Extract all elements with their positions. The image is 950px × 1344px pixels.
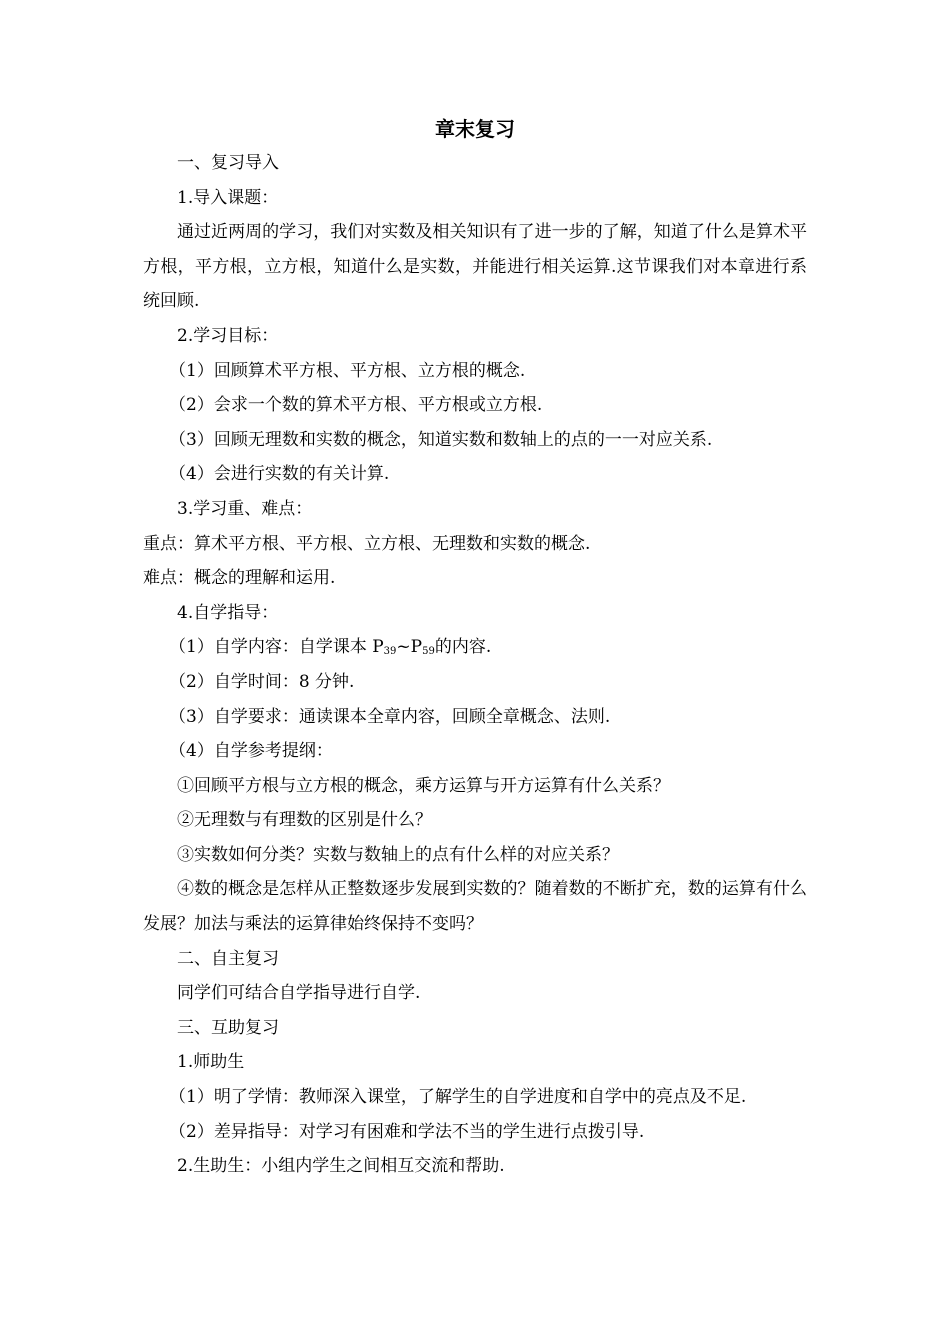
self-review-paragraph: 同学们可结合自学指导进行自学.	[177, 983, 421, 1004]
self-study-content-mid: ~P	[396, 637, 423, 658]
document-title: 章末复习	[435, 117, 515, 141]
outline-item: ②无理数与有理数的区别是什么？	[177, 810, 432, 831]
section-heading-review-intro: 一、复习导入	[177, 153, 279, 173]
self-study-item: （2）自学时间：8 分钟.	[169, 671, 355, 692]
self-study-content-prefix: （1）自学内容：自学课本 P	[169, 637, 384, 658]
document-body	[143, 112, 807, 1184]
key-point-line: 重点：算术平方根、平方根、立方根、无理数和实数的概念.	[143, 533, 591, 554]
goal-item: （2）会求一个数的算术平方根、平方根或立方根.	[169, 395, 543, 416]
intro-paragraph: 通过近两周的学习，我们对实数及相关知识有了进一步的了解，知道了什么是算术平方根，平方根，立方根，知道什么是实数，并能进行相关运算.这节课我们对本章进行系统回顾.	[143, 222, 807, 312]
difficult-point-line: 难点：概念的理解和运用.	[143, 568, 336, 589]
subheading-topic: 1.导入课题：	[177, 187, 279, 208]
goal-item: （1）回顾算术平方根、平方根、立方根的概念.	[169, 360, 526, 381]
teacher-helps-item: （2）差异指导：对学习有困难和学法不当的学生进行点拨引导.	[169, 1121, 645, 1142]
outline-item: ④数的概念是怎样从正整数逐步发展到实数的？随着数的不断扩充，数的运算有什么发展？加法与乘法的运算律始终保持不变吗？	[143, 879, 807, 935]
subheading-student-helps: 2.生助生：小组内学生之间相互交流和帮助.	[177, 1156, 505, 1177]
self-study-item: （3）自学要求：通读课本全章内容，回顾全章概念、法则.	[169, 706, 611, 727]
goal-item: （4）会进行实数的有关计算.	[169, 464, 390, 485]
subheading-teacher-helps: 1.师助生	[177, 1052, 245, 1073]
subheading-self-study: 4.自学指导：	[177, 602, 279, 623]
page-subscript-start: 39	[383, 646, 397, 658]
goal-item: （3）回顾无理数和实数的概念，知道实数和数轴上的点的一一对应关系.	[169, 429, 713, 450]
teacher-helps-item: （1）明了学情：教师深入课堂，了解学生的自学进度和自学中的亮点及不足.	[169, 1087, 747, 1108]
subheading-goals: 2.学习目标：	[177, 325, 279, 346]
subheading-key-points: 3.学习重、难点：	[177, 498, 313, 519]
self-study-item: （4）自学参考提纲：	[169, 741, 333, 762]
self-study-item-content	[143, 630, 807, 665]
self-study-content-suffix: 的内容.	[434, 637, 492, 658]
outline-item: ①回顾平方根与立方根的概念，乘方运算与开方运算有什么关系？	[177, 775, 670, 796]
outline-item: ③实数如何分类？实数与数轴上的点有什么样的对应关系？	[177, 844, 619, 865]
page-subscript-end: 59	[422, 646, 435, 658]
section-heading-mutual-review: 三、互助复习	[177, 1017, 279, 1038]
section-heading-self-review: 二、自主复习	[177, 948, 279, 969]
